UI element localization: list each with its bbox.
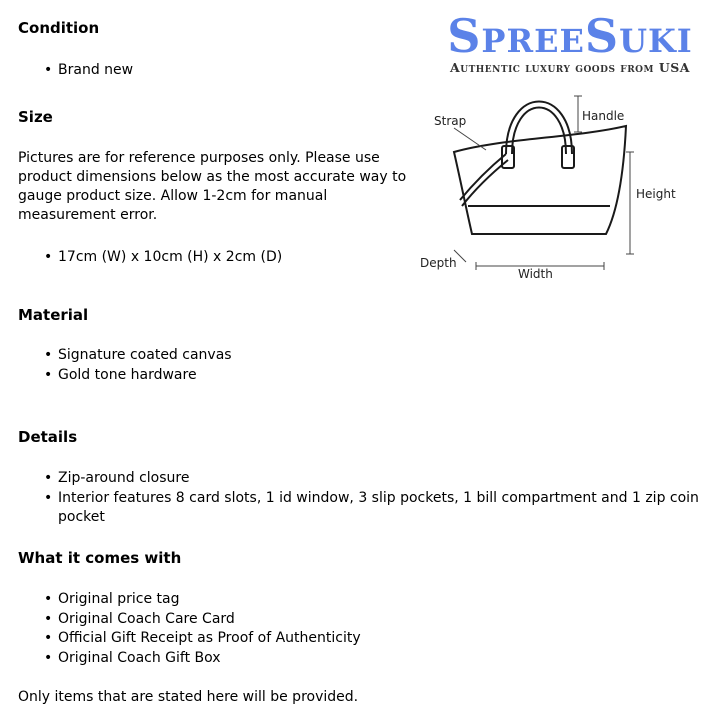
list-item: • Brand new: [44, 61, 133, 81]
material-heading: Material: [18, 306, 89, 324]
logo-tagline: Authentic luxury goods from USA: [450, 60, 690, 75]
strap-label: Strap: [434, 114, 467, 128]
size-list: [44, 248, 282, 268]
list-item: • 17cm (W) x 10cm (H) x 2cm (D): [44, 248, 282, 268]
list-item: • Zip-around closure: [44, 469, 712, 489]
comes-with-list: [44, 590, 361, 668]
comes-with-heading: What it comes with: [18, 549, 182, 567]
brand-logo: [424, 10, 716, 76]
list-item: • Original Coach Care Card: [44, 610, 361, 630]
details-list: [44, 469, 712, 528]
list-item: • Gold tone hardware: [44, 366, 232, 386]
width-label: Width: [518, 267, 553, 281]
logo-name: SpreeSuki: [447, 9, 693, 63]
condition-list: [44, 61, 133, 81]
provision-note: Only items that are stated here will be provided.: [18, 689, 359, 705]
material-list: [44, 346, 232, 385]
bag-dimension-diagram: [414, 88, 720, 288]
details-heading: Details: [18, 428, 78, 446]
handle-label: Handle: [582, 109, 625, 123]
list-item: • Original price tag: [44, 590, 361, 610]
list-item: • Original Coach Gift Box: [44, 649, 361, 669]
size-heading: Size: [18, 108, 53, 126]
size-note: Pictures are for reference purposes only. Please use product dimensions below as the most accurate way to gauge product size. Allow 1-2cm for manual measurement error.: [18, 150, 407, 223]
height-label: Height: [636, 187, 676, 201]
condition-heading: Condition: [18, 19, 100, 37]
list-item: • Official Gift Receipt as Proof of Authenticity: [44, 629, 361, 649]
list-item: • Interior features 8 card slots, 1 id window, 3 slip pockets, 1 bill compartment and 1 zip coin pocket: [44, 489, 712, 528]
list-item: • Signature coated canvas: [44, 346, 232, 366]
depth-label: Depth: [420, 256, 457, 270]
